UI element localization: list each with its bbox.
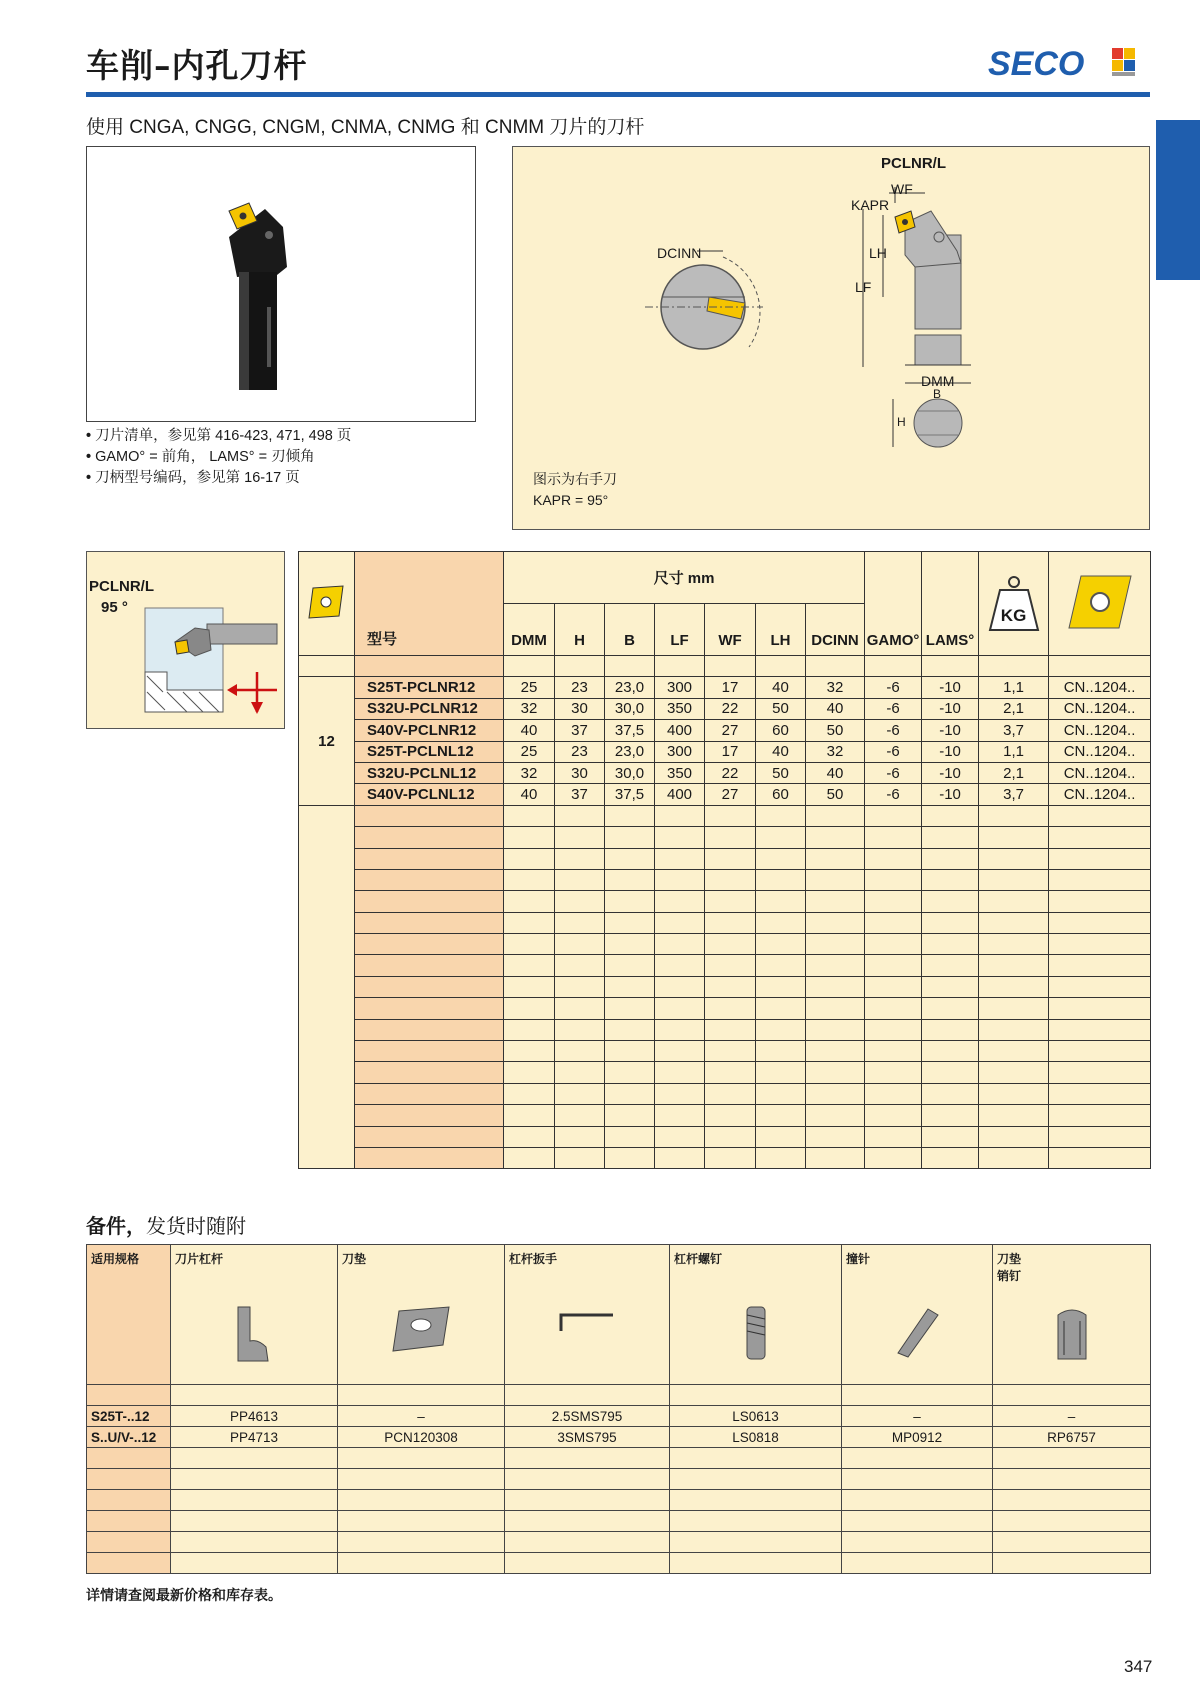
- acc-header-pin: 撞针: [842, 1245, 993, 1385]
- acc-part-cell: –: [338, 1406, 505, 1427]
- value-cell: 40: [806, 762, 865, 783]
- tool-type-box: [86, 551, 285, 729]
- col-header-b: B: [605, 604, 655, 656]
- empty-row: [299, 998, 1151, 1019]
- diagram-note-right-hand: 图示为右手刀: [533, 471, 617, 487]
- weight-cell: 2,1: [979, 698, 1049, 719]
- value-cell: 30,0: [605, 762, 655, 783]
- value-cell: 40: [756, 677, 806, 698]
- value-cell: 23,0: [605, 741, 655, 762]
- technical-diagram: [512, 146, 1150, 530]
- label-lh: LH: [869, 245, 887, 261]
- acc-empty-row: [87, 1511, 1151, 1532]
- value-cell: -6: [865, 720, 922, 741]
- value-cell: 17: [705, 741, 756, 762]
- insert-cell: CN..1204..: [1049, 762, 1151, 783]
- value-cell: 37,5: [605, 720, 655, 741]
- col-header-lams: LAMS°: [922, 552, 979, 656]
- value-cell: 25: [504, 677, 555, 698]
- shim-pin-icon: [1052, 1305, 1092, 1361]
- acc-empty-row: [87, 1469, 1151, 1490]
- note-item: • GAMO° = 前角， LAMS° = 刃倾角: [86, 447, 351, 468]
- value-cell: -10: [922, 720, 979, 741]
- page-number: 347: [1124, 1657, 1153, 1676]
- insert-shape-icon: [307, 582, 347, 622]
- value-cell: 27: [705, 720, 756, 741]
- acc-header-screw: 杠杆螺钉: [670, 1245, 842, 1385]
- col-header-gamo: GAMO°: [865, 552, 922, 656]
- note-item: • 刀柄型号编码，参见第 16-17 页: [86, 468, 351, 489]
- notes-list: [86, 426, 351, 489]
- insert-header: [1049, 552, 1151, 656]
- value-cell: 23: [555, 741, 605, 762]
- value-cell: 25: [504, 741, 555, 762]
- model-cell: S25T-PCLNR12: [355, 677, 504, 698]
- logo-text: SECO: [988, 45, 1085, 80]
- value-cell: 50: [806, 784, 865, 805]
- value-cell: 32: [806, 677, 865, 698]
- label-lf: LF: [855, 279, 872, 295]
- lever-icon: [232, 1305, 276, 1365]
- acc-spec-cell: S25T-..12: [87, 1406, 171, 1427]
- col-header-lf: LF: [655, 604, 705, 656]
- value-cell: 60: [756, 784, 806, 805]
- insert-cell: CN..1204..: [1049, 698, 1151, 719]
- acc-header-lever: 刀片杠杆: [171, 1245, 338, 1385]
- value-cell: -10: [922, 677, 979, 698]
- empty-row: [299, 1105, 1151, 1126]
- col-header-wf: WF: [705, 604, 756, 656]
- product-photo: [86, 146, 476, 422]
- value-cell: 40: [504, 784, 555, 805]
- value-cell: 27: [705, 784, 756, 805]
- acc-empty-row: [87, 1532, 1151, 1553]
- insert-shape-header: [299, 552, 355, 656]
- value-cell: 37: [555, 784, 605, 805]
- acc-header-shim-pin: 刀垫 销钉: [993, 1245, 1151, 1385]
- footnote: 详情请查阅最新价格和库存表。: [86, 1588, 282, 1604]
- acc-part-cell: RP6757: [993, 1427, 1151, 1448]
- value-cell: 23,0: [605, 677, 655, 698]
- empty-row: [299, 1062, 1151, 1083]
- weight-cell: 3,7: [979, 720, 1049, 741]
- dimension-group-header: 尺寸 mm: [504, 552, 865, 604]
- acc-spec-cell: S..U/V-..12: [87, 1427, 171, 1448]
- acc-row: [87, 1406, 1151, 1427]
- screw-icon: [741, 1305, 771, 1361]
- acc-header-shim: 刀垫: [338, 1245, 505, 1385]
- label-dcinn: DCINN: [657, 245, 702, 261]
- model-cell: S32U-PCLNL12: [355, 762, 504, 783]
- weight-cell: 1,1: [979, 741, 1049, 762]
- value-cell: 60: [756, 720, 806, 741]
- spacer-row: [299, 656, 1151, 677]
- insert-cell: CN..1204..: [1049, 784, 1151, 805]
- model-cell: S32U-PCLNR12: [355, 698, 504, 719]
- value-cell: 300: [655, 741, 705, 762]
- table-row: [299, 784, 1151, 805]
- acc-row: [87, 1427, 1151, 1448]
- acc-empty-row: [87, 1448, 1151, 1469]
- label-dmm: DMM: [921, 373, 955, 389]
- value-cell: 40: [806, 698, 865, 719]
- label-b: B: [933, 387, 942, 401]
- empty-row: [299, 848, 1151, 869]
- col-header-dmm: DMM: [504, 604, 555, 656]
- table-row: [299, 698, 1151, 719]
- empty-row: [299, 1147, 1151, 1168]
- empty-row: [299, 976, 1151, 997]
- empty-row: [299, 827, 1151, 848]
- acc-empty-row: [87, 1553, 1151, 1574]
- holder-table: [298, 551, 1151, 1169]
- value-cell: 50: [756, 698, 806, 719]
- diagram-note-kapr: KAPR = 95°: [533, 492, 609, 508]
- table-row: [299, 677, 1151, 698]
- acc-part-cell: PP4613: [171, 1406, 338, 1427]
- value-cell: 400: [655, 784, 705, 805]
- empty-row: [299, 805, 1151, 826]
- tool-type-angle: 95 °: [101, 599, 128, 616]
- pin-icon: [892, 1305, 942, 1361]
- model-cell: S40V-PCLNR12: [355, 720, 504, 741]
- value-cell: 22: [705, 698, 756, 719]
- value-cell: -6: [865, 741, 922, 762]
- note-item: • 刀片清单，参见第 416-423, 471, 498 页: [86, 426, 351, 447]
- value-cell: 37,5: [605, 784, 655, 805]
- insert-icon: [1065, 572, 1135, 632]
- value-cell: -10: [922, 784, 979, 805]
- value-cell: 40: [756, 741, 806, 762]
- empty-row: [299, 934, 1151, 955]
- acc-part-cell: LS0613: [670, 1406, 842, 1427]
- empty-row: [299, 912, 1151, 933]
- acc-header-spec: 适用规格: [87, 1245, 171, 1385]
- accessories-table: [86, 1244, 1151, 1574]
- accessories-title: 备件，发货时随附: [86, 1214, 246, 1238]
- acc-empty-row: [87, 1490, 1151, 1511]
- value-cell: 30: [555, 698, 605, 719]
- value-cell: 40: [504, 720, 555, 741]
- weight-cell: 1,1: [979, 677, 1049, 698]
- insert-cell: CN..1204..: [1049, 720, 1151, 741]
- acc-part-cell: LS0818: [670, 1427, 842, 1448]
- header-rule: [86, 92, 1150, 97]
- tool-type-name: PCLNR/L: [89, 578, 154, 595]
- value-cell: -6: [865, 698, 922, 719]
- empty-row: [299, 1019, 1151, 1040]
- value-cell: 32: [806, 741, 865, 762]
- model-header: 型号: [355, 552, 504, 656]
- empty-row: [299, 1126, 1151, 1147]
- value-cell: 50: [806, 720, 865, 741]
- empty-row: [299, 955, 1151, 976]
- value-cell: 400: [655, 720, 705, 741]
- empty-row: [299, 1041, 1151, 1062]
- value-cell: 32: [504, 762, 555, 783]
- value-cell: 30: [555, 762, 605, 783]
- weight-label: KG: [1000, 605, 1027, 625]
- empty-row: [299, 891, 1151, 912]
- col-header-dcinn: DCINN: [806, 604, 865, 656]
- acc-part-cell: 3SMS795: [505, 1427, 670, 1448]
- page-subtitle: 使用 CNGA, CNGG, CNGM, CNMA, CNMG 和 CNMM 刀片的刀杆: [86, 117, 645, 138]
- seco-logo: [988, 44, 1148, 80]
- table-row: [299, 762, 1151, 783]
- acc-header-wrench: 杠杆扳手: [505, 1245, 670, 1385]
- label-kapr: KAPR: [851, 197, 890, 213]
- weight-header: [979, 552, 1049, 656]
- acc-part-cell: –: [993, 1406, 1151, 1427]
- empty-row: [299, 869, 1151, 890]
- insert-size-cell: 12: [299, 677, 355, 805]
- value-cell: -6: [865, 784, 922, 805]
- value-cell: 50: [756, 762, 806, 783]
- acc-part-cell: 2.5SMS795: [505, 1406, 670, 1427]
- diagram-title: PCLNR/L: [881, 155, 946, 172]
- value-cell: 23: [555, 677, 605, 698]
- model-cell: S25T-PCLNL12: [355, 741, 504, 762]
- model-cell: S40V-PCLNL12: [355, 784, 504, 805]
- value-cell: 32: [504, 698, 555, 719]
- value-cell: -6: [865, 762, 922, 783]
- side-tab: [1156, 120, 1200, 280]
- value-cell: 37: [555, 720, 605, 741]
- value-cell: -6: [865, 677, 922, 698]
- value-cell: -10: [922, 741, 979, 762]
- insert-cell: CN..1204..: [1049, 677, 1151, 698]
- value-cell: 30,0: [605, 698, 655, 719]
- wrench-icon: [557, 1305, 617, 1335]
- value-cell: 17: [705, 677, 756, 698]
- empty-row: [299, 1083, 1151, 1104]
- table-row: [299, 741, 1151, 762]
- value-cell: -10: [922, 698, 979, 719]
- acc-part-cell: MP0912: [842, 1427, 993, 1448]
- acc-part-cell: PCN120308: [338, 1427, 505, 1448]
- table-row: [299, 720, 1151, 741]
- value-cell: 350: [655, 698, 705, 719]
- value-cell: 350: [655, 762, 705, 783]
- page-title: 车削–内孔刀杆: [86, 46, 308, 85]
- value-cell: 22: [705, 762, 756, 783]
- shim-icon: [391, 1305, 451, 1355]
- value-cell: -10: [922, 762, 979, 783]
- acc-part-cell: –: [842, 1406, 993, 1427]
- weight-cell: 2,1: [979, 762, 1049, 783]
- label-wf: WF: [891, 181, 913, 197]
- insert-cell: CN..1204..: [1049, 741, 1151, 762]
- acc-part-cell: PP4713: [171, 1427, 338, 1448]
- value-cell: 300: [655, 677, 705, 698]
- acc-spacer-row: [87, 1385, 1151, 1406]
- col-header-lh: LH: [756, 604, 806, 656]
- col-header-h: H: [555, 604, 605, 656]
- weight-cell: 3,7: [979, 784, 1049, 805]
- label-h: H: [897, 415, 906, 429]
